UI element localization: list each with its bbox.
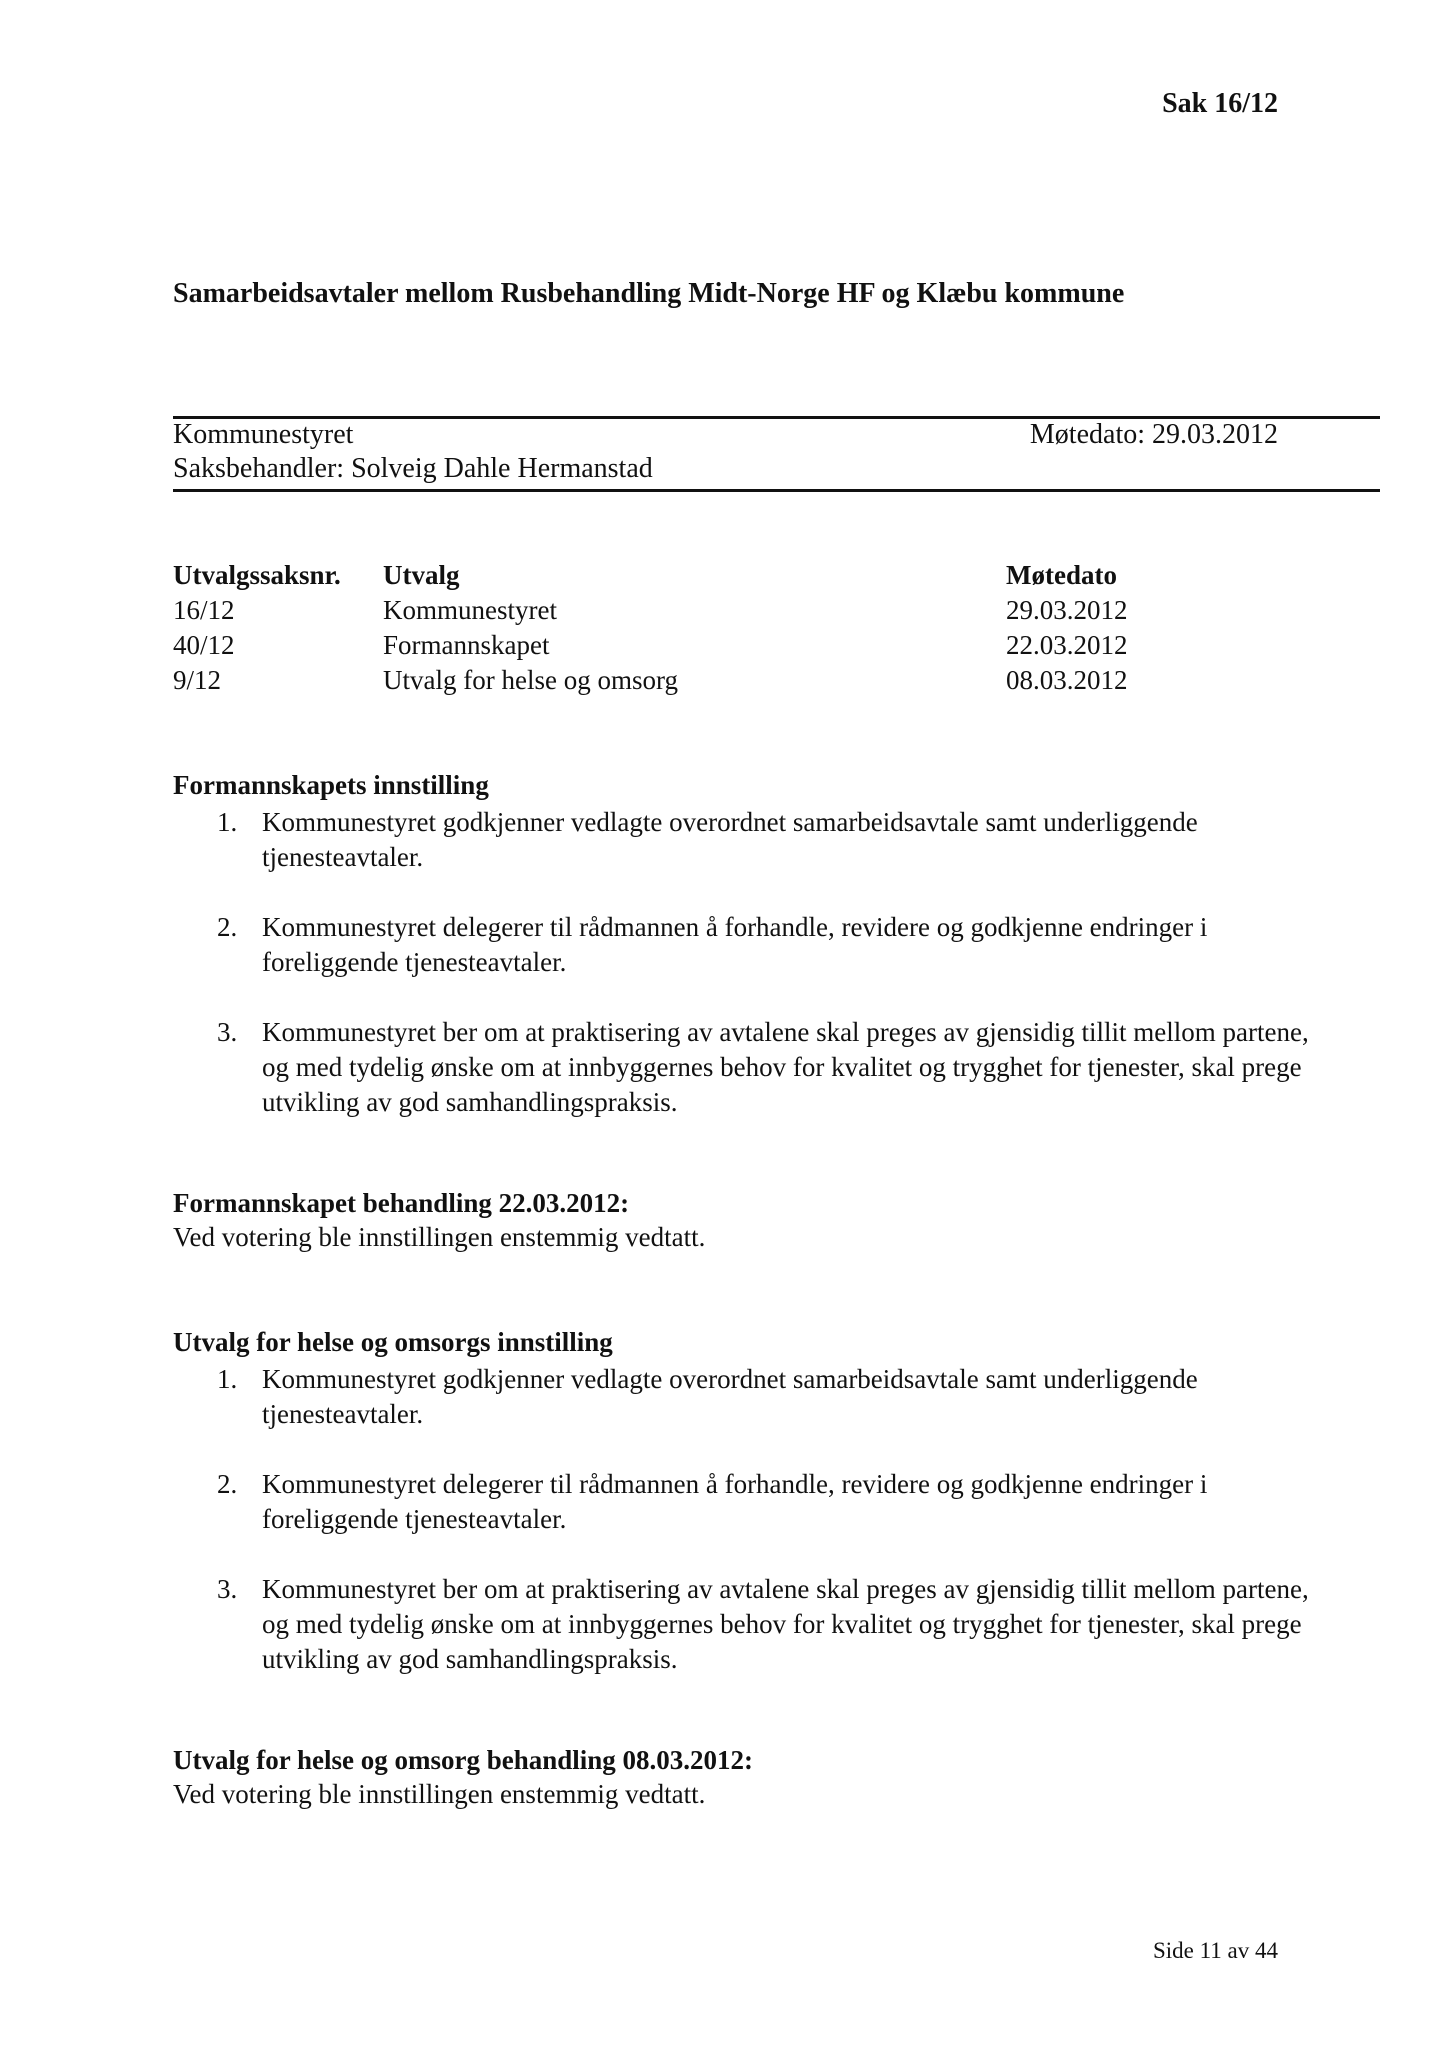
list-text: Kommunestyret ber om at praktisering av avtalene skal preges av gjensidig tillit mellom partene, og med tydelig ønske om at innbyggernes behov for kvalitet og trygghet for tjenester, skal prege utvikling av god samhandlingspraksis. bbox=[262, 1574, 1309, 1674]
list-number: 1. bbox=[217, 807, 238, 837]
table-cell: 08.03.2012 bbox=[1006, 665, 1128, 695]
page-number: Side 11 av 44 bbox=[1153, 1938, 1278, 1963]
section-heading: Utvalg for helse og omsorg behandling 08.03.2012: bbox=[173, 1745, 754, 1775]
bottom-rule bbox=[173, 489, 1380, 492]
list-item bbox=[173, 805, 1323, 875]
list-text: Kommunestyret delegerer til rådmannen å forhandle, revidere og godkjenne endringer i foreliggende tjenesteavtaler. bbox=[262, 912, 1208, 977]
document-title: Samarbeidsavtaler mellom Rusbehandling Midt-Norge HF og Klæbu kommune bbox=[173, 278, 1125, 309]
list-number: 3. bbox=[217, 1017, 238, 1047]
list-item bbox=[173, 1362, 1323, 1432]
table-cell: 29.03.2012 bbox=[1006, 595, 1128, 625]
list-number: 3. bbox=[217, 1574, 238, 1604]
recommendation-list bbox=[173, 805, 1323, 1120]
table-header-utvalg: Utvalg bbox=[383, 560, 460, 590]
case-number: Sak 16/12 bbox=[1162, 88, 1278, 119]
section-heading: Formannskapets innstilling bbox=[173, 770, 489, 800]
recommendation-list bbox=[173, 1362, 1323, 1677]
list-number: 2. bbox=[217, 912, 238, 942]
table-cell: 16/12 bbox=[173, 595, 235, 625]
list-item bbox=[173, 1015, 1323, 1120]
list-item bbox=[173, 1572, 1323, 1677]
list-item bbox=[173, 1467, 1323, 1537]
table-cell: 22.03.2012 bbox=[1006, 630, 1128, 660]
list-text: Kommunestyret godkjenner vedlagte overordnet samarbeidsavtale samt underliggende tjenesteavtaler. bbox=[262, 807, 1198, 872]
meeting-date: Møtedato: 29.03.2012 bbox=[1029, 419, 1278, 450]
list-item bbox=[173, 910, 1323, 980]
list-text: Kommunestyret delegerer til rådmannen å forhandle, revidere og godkjenne endringer i foreliggende tjenesteavtaler. bbox=[262, 1469, 1208, 1534]
section-heading: Formannskapet behandling 22.03.2012: bbox=[173, 1188, 630, 1218]
table-header-motedato: Møtedato bbox=[1006, 560, 1117, 590]
table-cell: 9/12 bbox=[173, 665, 222, 695]
meeting-organ: Kommunestyret bbox=[173, 419, 354, 450]
table-cell: Utvalg for helse og omsorg bbox=[383, 665, 678, 695]
table-cell: Kommunestyret bbox=[383, 595, 557, 625]
decision-text: Ved votering ble innstillingen enstemmig vedtatt. bbox=[173, 1779, 706, 1809]
section-heading: Utvalg for helse og omsorgs innstilling bbox=[173, 1327, 613, 1357]
list-number: 1. bbox=[217, 1364, 238, 1394]
table-cell: 40/12 bbox=[173, 630, 235, 660]
list-text: Kommunestyret godkjenner vedlagte overordnet samarbeidsavtale samt underliggende tjenesteavtaler. bbox=[262, 1364, 1198, 1429]
case-officer: Saksbehandler: Solveig Dahle Hermanstad bbox=[173, 453, 653, 484]
decision-text: Ved votering ble innstillingen enstemmig vedtatt. bbox=[173, 1222, 706, 1252]
table-cell: Formannskapet bbox=[383, 630, 550, 660]
table-header-saksnr: Utvalgssaksnr. bbox=[173, 560, 341, 590]
list-number: 2. bbox=[217, 1469, 238, 1499]
list-text: Kommunestyret ber om at praktisering av avtalene skal preges av gjensidig tillit mellom partene, og med tydelig ønske om at innbyggernes behov for kvalitet og trygghet for tjenester, skal prege utvikling av god samhandlingspraksis. bbox=[262, 1017, 1309, 1117]
